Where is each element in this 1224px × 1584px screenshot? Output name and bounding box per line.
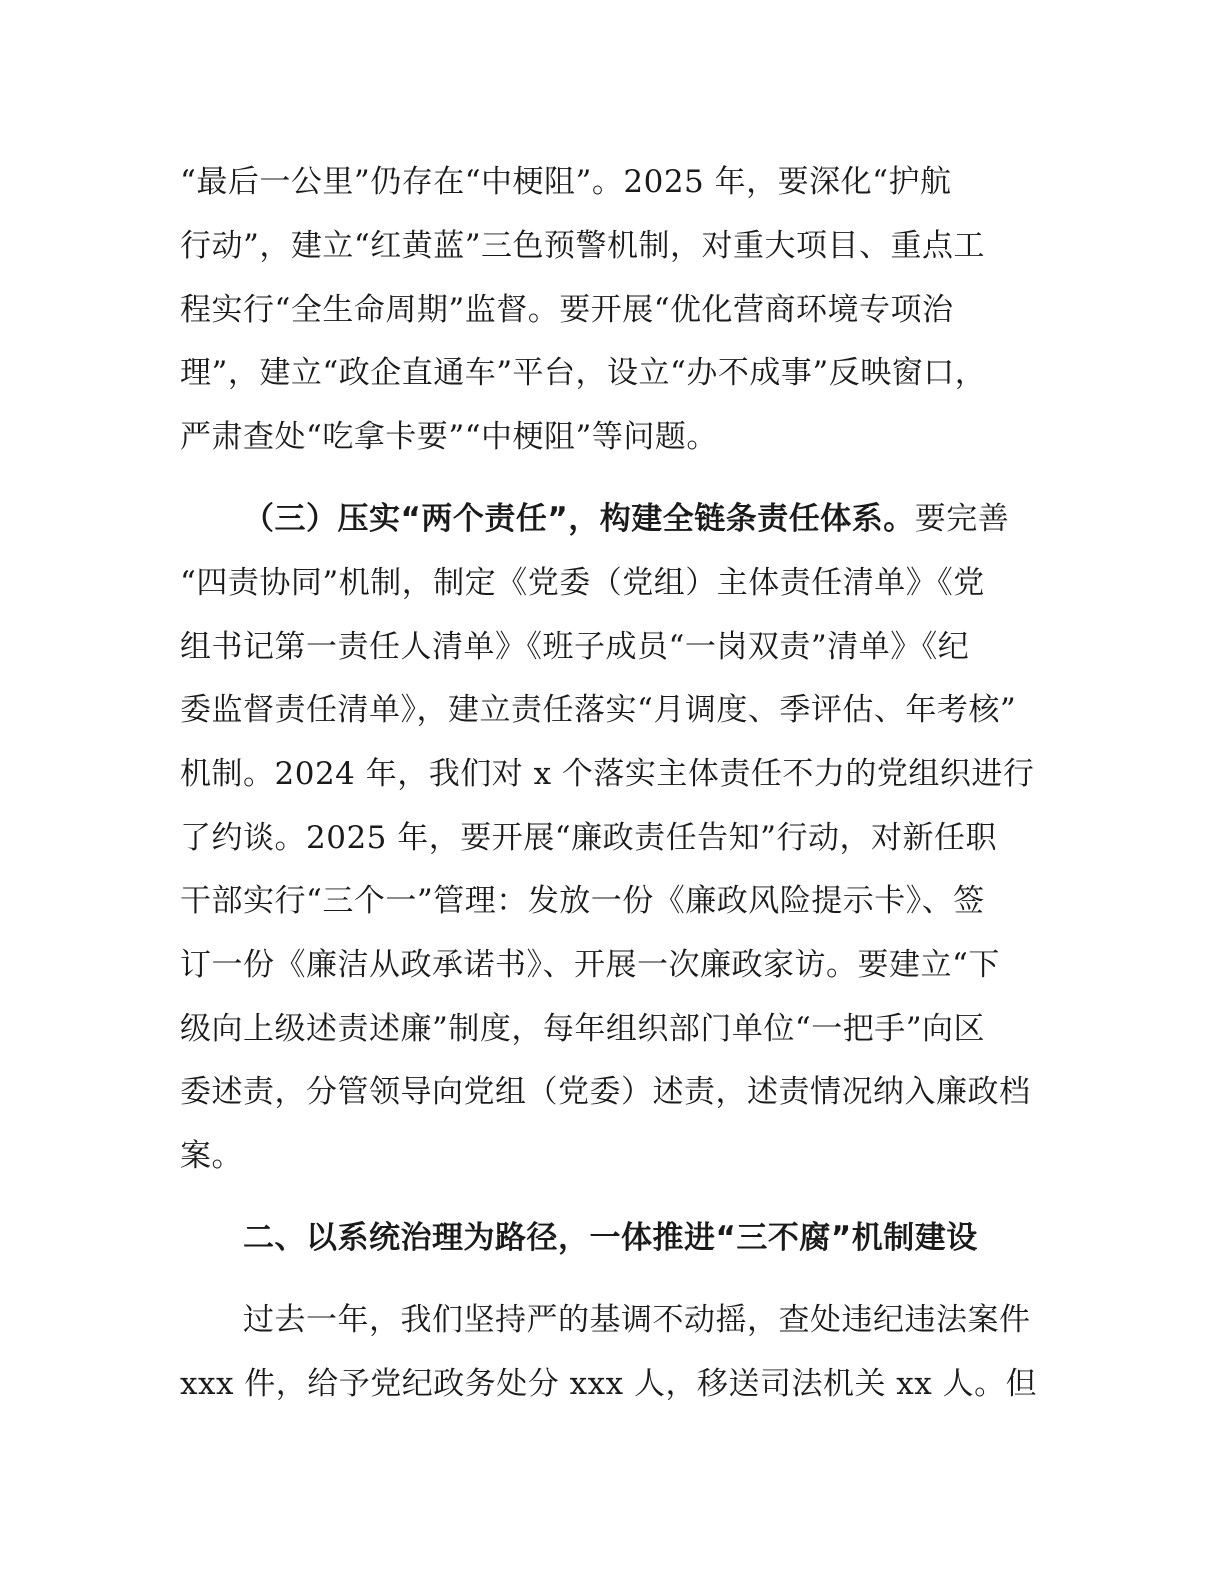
- paragraph-line: 案。: [180, 1138, 243, 1174]
- paragraph-line: 行动”，建立“红黄蓝”三色预警机制，对重大项目、重点工: [180, 228, 986, 264]
- paragraph-line: 干部实行“三个一”管理：发放一份《廉政风险提示卡》、签: [180, 883, 985, 919]
- section-3-first-line: [243, 499, 1009, 539]
- paragraph-line: “最后一公里”仍存在“中梗阻”。2025 年，要深化“护航: [180, 164, 952, 200]
- paragraph-line: 委监督责任清单》，建立责任落实“月调度、季评估、年考核”: [180, 692, 1017, 728]
- paragraph-line: 订一份《廉洁从政承诺书》、开展一次廉政家访。要建立“下: [180, 947, 1000, 983]
- paragraph-line: 过去一年，我们坚持严的基调不动摇，查处违纪违法案件: [243, 1302, 1031, 1338]
- paragraph-line: 委述责，分管领导向党组（党委）述责，述责情况纳入廉政档: [180, 1074, 1031, 1110]
- section-heading: 二、以系统治理为路径，一体推进“三不腐”机制建设: [243, 1220, 978, 1256]
- section-3-text: 要完善: [914, 501, 1010, 537]
- paragraph-line: xxx 件，给予党纪政务处分 xxx 人，移送司法机关 xx 人。但: [180, 1366, 1038, 1402]
- paragraph-line: 严肃查处“吃拿卡要”“中梗阻”等问题。: [180, 419, 718, 455]
- paragraph-line: 级向上级述责述廉”制度，每年组织部门单位“一把手”向区: [180, 1011, 986, 1047]
- paragraph-line: 机制。2024 年，我们对 x 个落实主体责任不力的党组织进行: [180, 756, 1035, 792]
- paragraph-line: 了约谈。2025 年，要开展“廉政责任告知”行动，对新任职: [180, 820, 997, 856]
- paragraph-line: 理”，建立“政企直通车”平台，设立“办不成事”反映窗口，: [180, 355, 987, 391]
- paragraph-line: “四责协同”机制，制定《党委（党组）主体责任清单》《党: [180, 565, 985, 601]
- paragraph-line: 组书记第一责任人清单》《班子成员“一岗双责”清单》《纪: [180, 629, 970, 665]
- paragraph-line: 程实行“全生命周期”监督。要开展“优化营商环境专项治: [180, 292, 954, 328]
- section-3-title: （三）压实“两个责任”，构建全链条责任体系。: [243, 501, 915, 537]
